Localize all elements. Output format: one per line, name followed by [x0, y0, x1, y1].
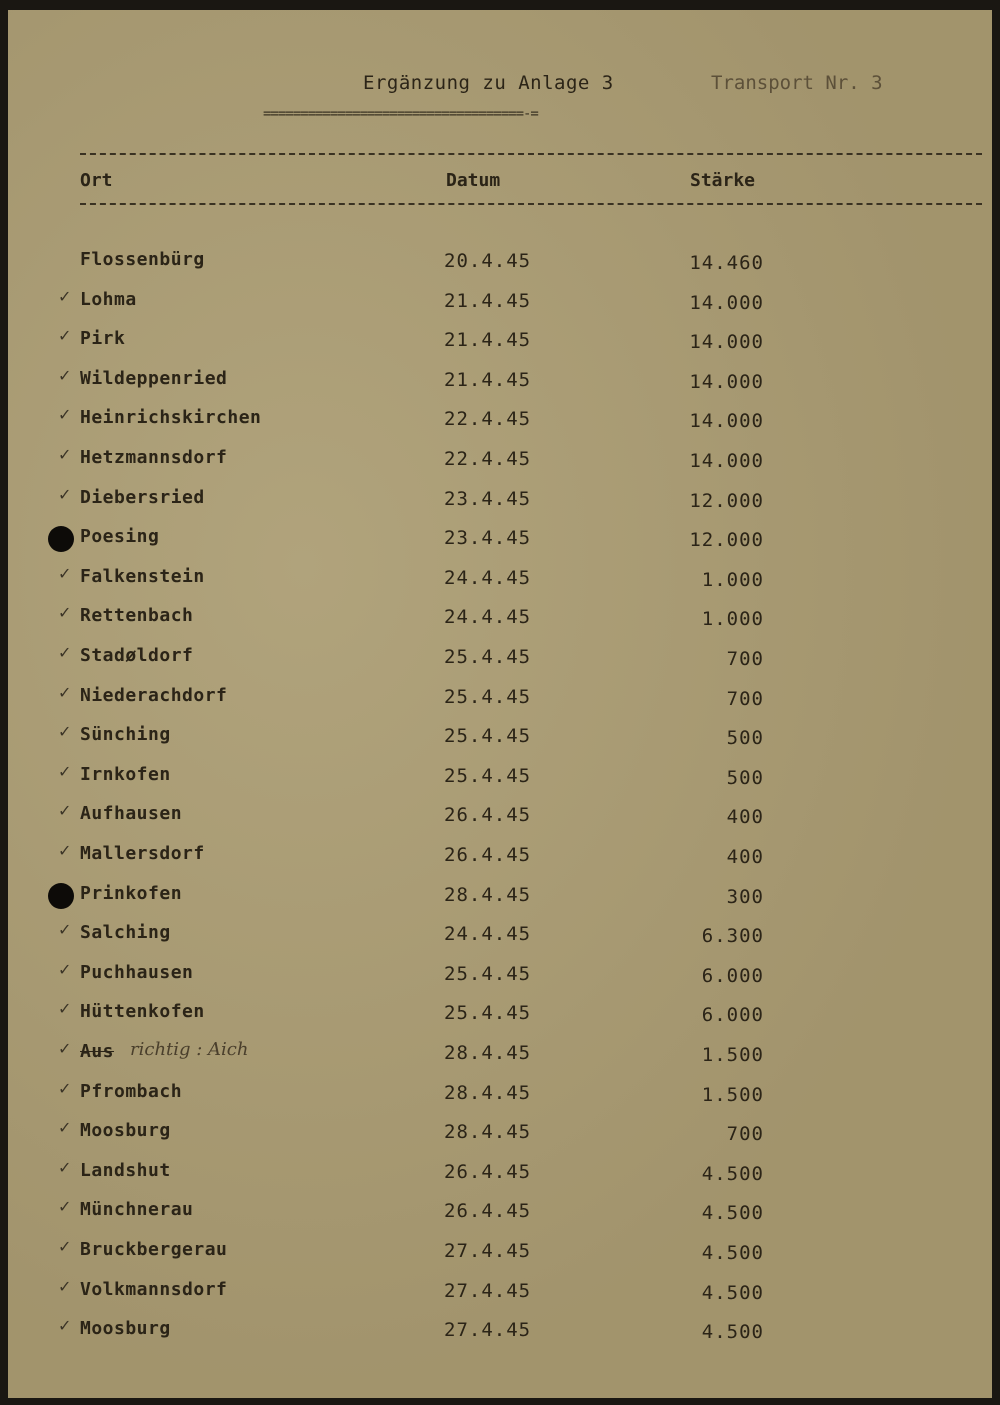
table-row: [8, 524, 992, 564]
date-cell: 28.4.45: [444, 1121, 532, 1144]
place-cell: Mallersdorf: [80, 843, 205, 864]
strength-cell: 400: [726, 806, 764, 829]
checkmark-icon: ✓: [58, 959, 72, 979]
strength-cell: 4.500: [701, 1162, 764, 1185]
place-cell: Moosburg: [80, 1120, 171, 1142]
place-cell: Rettenbach: [80, 605, 194, 627]
strength-cell: 4.500: [701, 1202, 764, 1225]
table-row: [8, 920, 992, 960]
date-cell: 23.4.45: [444, 527, 532, 550]
place-cell: Landshut: [80, 1159, 171, 1181]
table-row: [8, 485, 992, 525]
document-title: Ergänzung zu Anlage 3: [363, 72, 614, 94]
table-row: [8, 722, 992, 762]
table-row: [8, 1197, 992, 1237]
table-row: [8, 1316, 992, 1356]
date-cell: 27.4.45: [444, 1319, 532, 1342]
strength-cell: 400: [726, 846, 764, 868]
table-row: [8, 1158, 992, 1198]
header-rule-top: [80, 153, 982, 155]
date-cell: 25.4.45: [444, 725, 532, 748]
date-cell: 26.4.45: [444, 1200, 532, 1223]
place-cell: Aufhausen: [80, 803, 183, 825]
transport-number: Transport Nr. 3: [711, 72, 883, 94]
strength-cell: 4.500: [701, 1281, 764, 1304]
place-cell: Niederachdorf: [80, 684, 228, 706]
place-cell: Hetzmannsdorf: [80, 447, 228, 468]
place-cell: Poesing: [80, 526, 160, 548]
place-cell: Pirk: [80, 328, 126, 350]
place-cell: Lohma: [80, 288, 137, 310]
checkmark-icon: ✓: [58, 1157, 72, 1177]
table-row: [8, 643, 992, 683]
date-cell: 21.4.45: [444, 289, 532, 312]
table-row: [8, 445, 992, 485]
table-row: [8, 405, 992, 445]
checkmark-icon: ✓: [58, 405, 72, 425]
checkmark-icon: ✓: [58, 761, 72, 781]
checkmark-icon: ✓: [58, 286, 72, 306]
place-cell: Flossenbürg: [80, 249, 205, 270]
checkmark-icon: ✓: [58, 365, 72, 385]
date-cell: 28.4.45: [444, 1042, 532, 1064]
date-cell: 26.4.45: [444, 804, 532, 827]
handwritten-correction: richtig : Aich: [130, 1039, 249, 1060]
document-page: [8, 10, 992, 1398]
table-row: [8, 1118, 992, 1158]
table-row: [8, 287, 992, 327]
checkmark-icon: ✓: [58, 801, 72, 821]
strength-cell: 1.500: [701, 1083, 764, 1106]
checkmark-icon: ✓: [58, 1039, 72, 1058]
column-header-place: Ort: [80, 170, 113, 191]
checkmark-icon: ✓: [58, 1118, 72, 1138]
strength-cell: 6.000: [701, 1004, 764, 1027]
place-cell: Moosburg: [80, 1318, 171, 1340]
checkmark-icon: ✓: [58, 682, 72, 702]
place-cell: Aus: [80, 1041, 115, 1062]
table-row: [8, 1277, 992, 1317]
checkmark-icon: ✓: [58, 563, 72, 583]
place-cell: Prinkofen: [80, 882, 183, 904]
date-cell: 26.4.45: [444, 1160, 532, 1183]
strength-cell: 14.000: [689, 450, 764, 472]
column-header-strength: Stärke: [690, 170, 756, 191]
table-row: [8, 999, 992, 1039]
date-cell: 27.4.45: [444, 1240, 532, 1262]
date-cell: 27.4.45: [444, 1279, 532, 1302]
checkmark-icon: ✓: [58, 1276, 72, 1296]
place-cell: Hüttenkofen: [80, 1001, 205, 1023]
date-cell: 22.4.45: [444, 448, 532, 470]
place-cell: Sünching: [80, 724, 171, 746]
strength-cell: 6.000: [701, 964, 764, 987]
strength-cell: 14.000: [689, 291, 764, 314]
date-cell: 25.4.45: [444, 764, 532, 787]
strength-cell: 12.000: [689, 489, 764, 512]
strength-cell: 1.500: [701, 1044, 764, 1066]
checkmark-icon: ✓: [58, 841, 72, 860]
title-underline: ===================================-=: [263, 106, 538, 122]
table-row: [8, 841, 992, 881]
checkmark-icon: ✓: [58, 1197, 72, 1217]
strength-cell: 4.500: [701, 1321, 764, 1344]
place-cell: Falkenstein: [80, 565, 205, 587]
date-cell: 22.4.45: [444, 408, 532, 431]
checkmark-icon: ✓: [58, 1237, 72, 1256]
date-cell: 25.4.45: [444, 646, 532, 668]
table-row: [8, 1237, 992, 1277]
checkmark-icon: ✓: [58, 999, 72, 1019]
table-row: [8, 881, 992, 921]
strength-cell: 12.000: [689, 529, 764, 552]
place-cell: Volkmannsdorf: [80, 1278, 228, 1300]
place-cell: Salching: [80, 922, 171, 944]
table-row: [8, 801, 992, 841]
table-row: [8, 603, 992, 643]
checkmark-icon: ✓: [58, 1078, 72, 1098]
checkmark-icon: ✓: [58, 1316, 72, 1336]
place-cell: Puchhausen: [80, 961, 194, 983]
date-cell: 21.4.45: [444, 329, 532, 352]
table-row: [8, 1079, 992, 1119]
date-cell: 28.4.45: [444, 883, 532, 906]
date-cell: 24.4.45: [444, 923, 532, 946]
place-cell: Stadøldorf: [80, 645, 194, 666]
date-cell: 21.4.45: [444, 368, 532, 391]
place-cell: Heinrichskirchen: [80, 407, 262, 429]
column-header-date: Datum: [446, 170, 501, 191]
strength-cell: 500: [726, 766, 764, 789]
table-row: [8, 762, 992, 802]
filled-circle-marker-icon: [48, 883, 74, 909]
place-cell: Irnkofen: [80, 763, 171, 785]
date-cell: 24.4.45: [444, 566, 532, 589]
table-row: [8, 326, 992, 366]
date-cell: 28.4.45: [444, 1081, 532, 1104]
date-cell: 23.4.45: [444, 487, 532, 510]
date-cell: 20.4.45: [444, 250, 532, 272]
checkmark-icon: ✓: [58, 484, 72, 504]
checkmark-icon: ✓: [58, 326, 72, 346]
strength-cell: 6.300: [701, 925, 764, 948]
strength-cell: 4.500: [701, 1242, 764, 1264]
table-row: [8, 366, 992, 406]
place-cell: Diebersried: [80, 486, 205, 508]
date-cell: 25.4.45: [444, 685, 532, 708]
date-cell: 26.4.45: [444, 844, 532, 866]
table-row: [8, 247, 992, 287]
strength-cell: 700: [726, 648, 764, 670]
place-cell: Pfrombach: [80, 1080, 183, 1102]
strength-cell: 1.000: [701, 608, 764, 631]
place-cell: Münchnerau: [80, 1199, 194, 1221]
strength-cell: 1.000: [701, 568, 764, 591]
checkmark-icon: ✓: [58, 722, 72, 742]
strength-cell: 14.000: [689, 331, 764, 354]
table-row: [8, 683, 992, 723]
date-cell: 25.4.45: [444, 962, 532, 985]
strength-cell: 700: [726, 687, 764, 710]
filled-circle-marker-icon: [48, 526, 74, 552]
strength-cell: 500: [726, 727, 764, 750]
place-cell: Wildeppenried: [80, 367, 228, 389]
date-cell: 25.4.45: [444, 1002, 532, 1025]
strength-cell: 14.460: [689, 252, 764, 274]
place-cell: Bruckbergerau: [80, 1239, 228, 1260]
header-rule-bottom: [80, 203, 982, 205]
strength-cell: 700: [726, 1123, 764, 1146]
table-row: [8, 960, 992, 1000]
checkmark-icon: ✓: [58, 603, 72, 623]
checkmark-icon: ✓: [58, 643, 72, 662]
strength-cell: 300: [726, 885, 764, 908]
strength-cell: 14.000: [689, 410, 764, 433]
checkmark-icon: ✓: [58, 445, 72, 464]
date-cell: 24.4.45: [444, 606, 532, 629]
checkmark-icon: ✓: [58, 920, 72, 940]
table-row: [8, 564, 992, 604]
table-row: [8, 1039, 992, 1079]
strength-cell: 14.000: [689, 370, 764, 393]
